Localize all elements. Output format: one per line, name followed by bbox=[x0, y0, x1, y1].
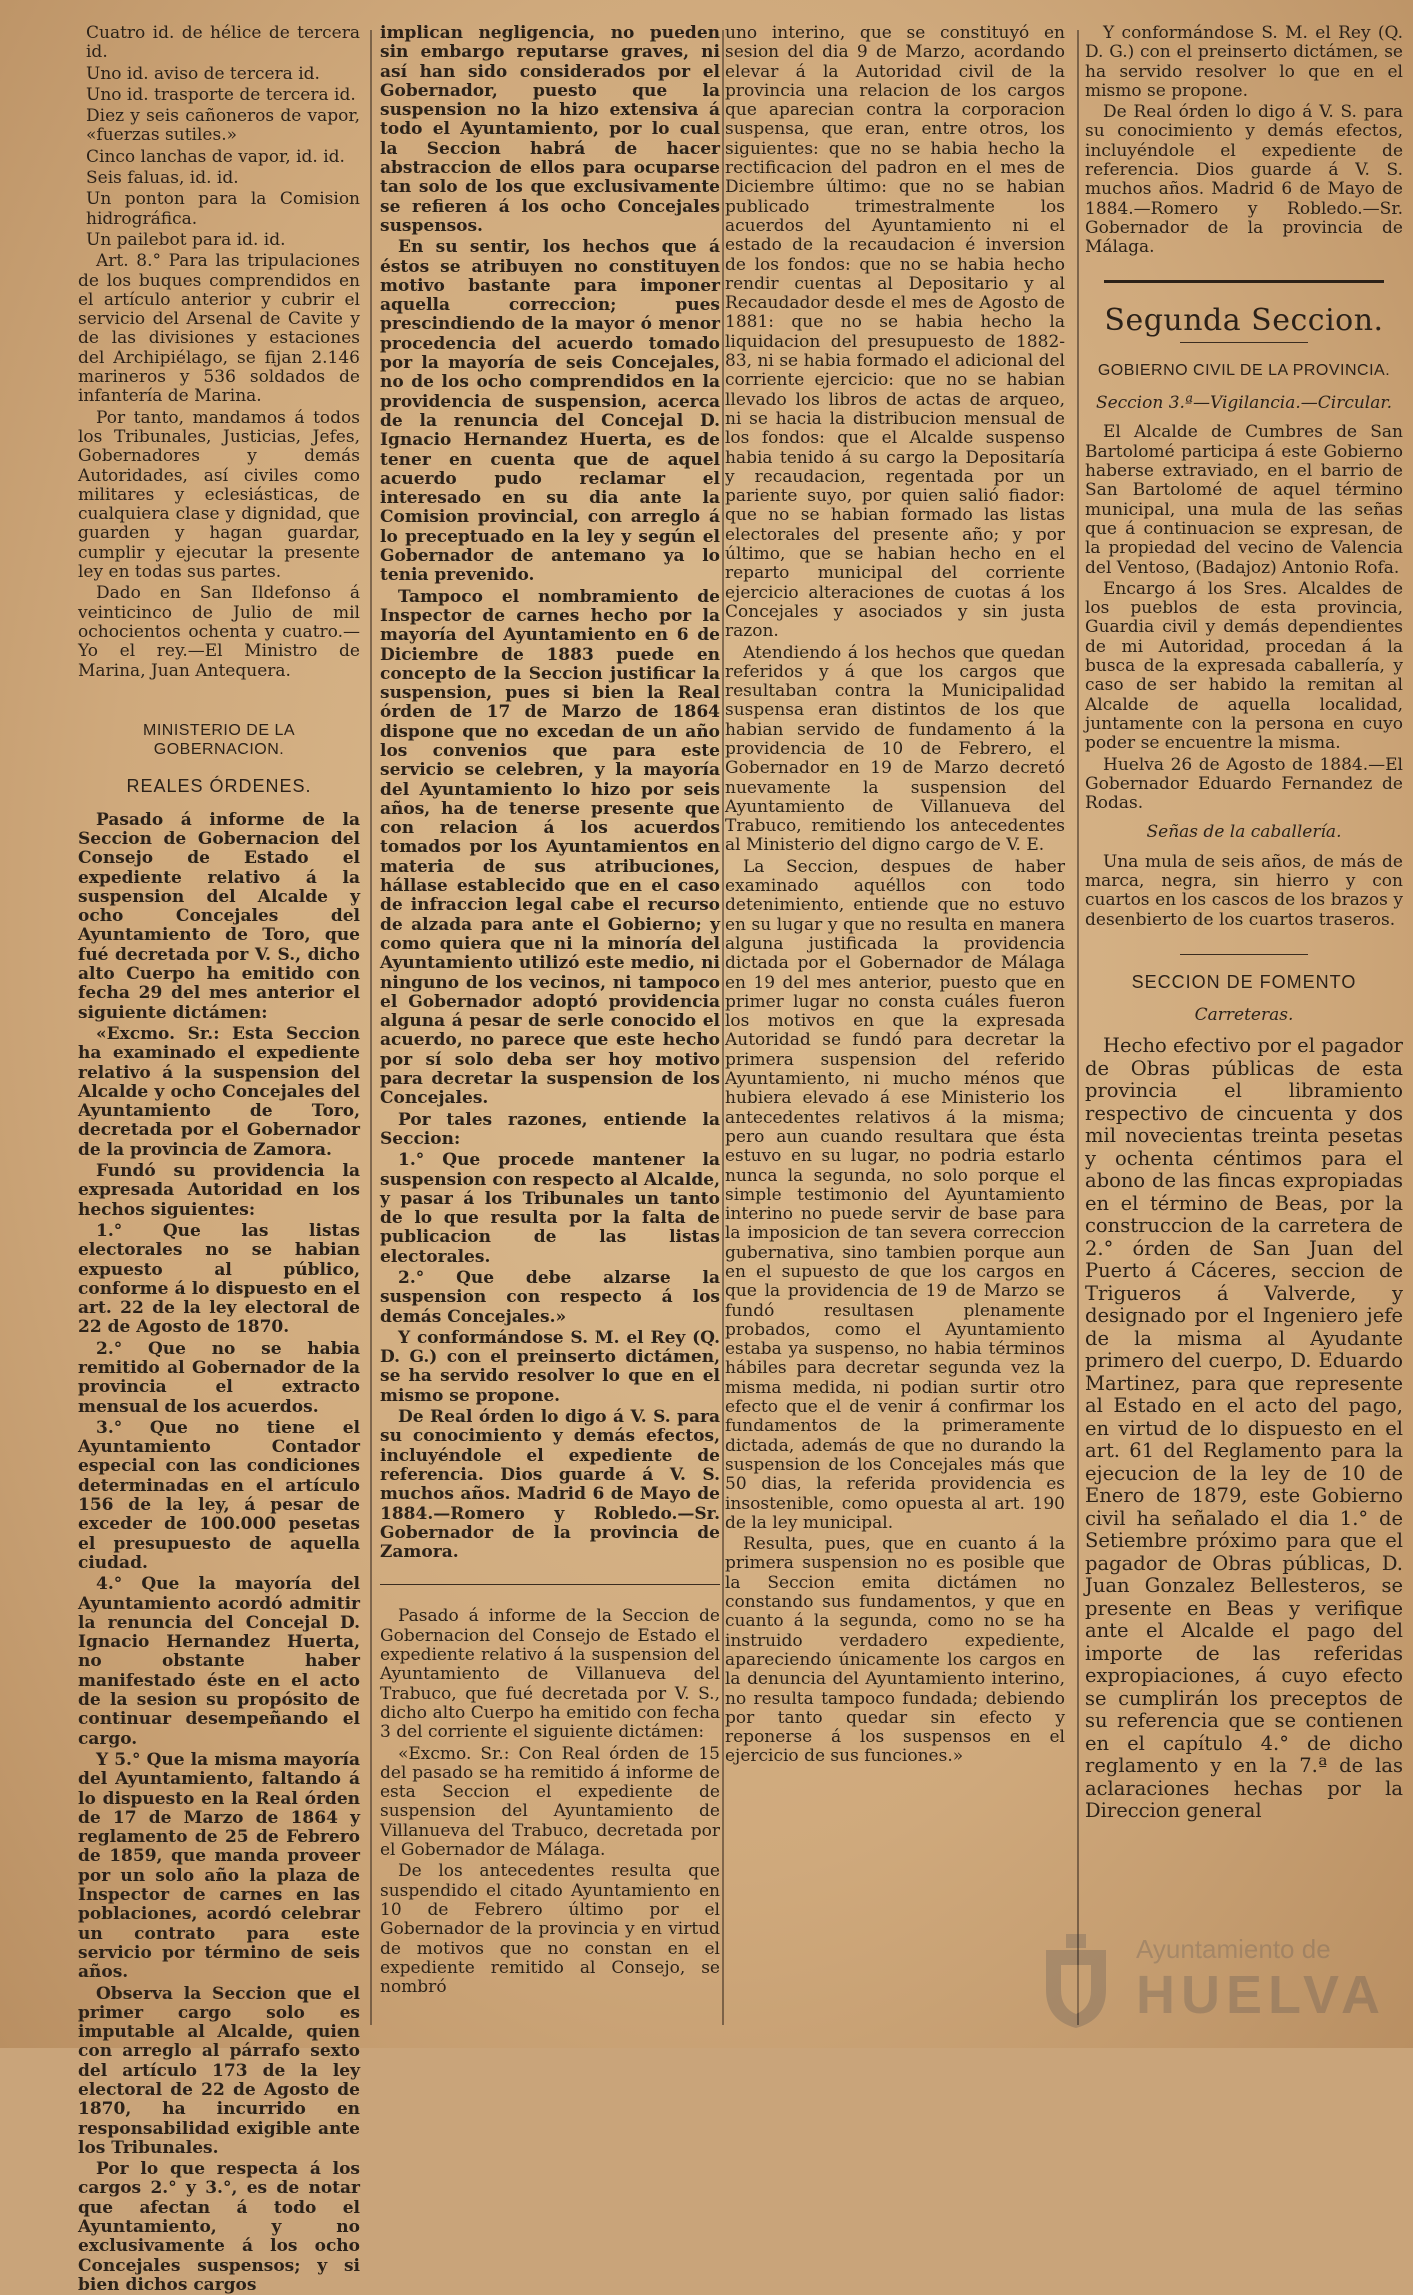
column-2 bbox=[380, 24, 720, 2024]
list-item: Seis faluas, id. id. bbox=[86, 168, 239, 189]
watermark-text bbox=[1136, 1934, 1386, 2025]
paragraph: Una mula de seis años, de más de marca, negra, sin hierro y con cuartos en los cascos de los brazos y desenbierto de los cuartos traseros. bbox=[1085, 851, 1403, 930]
column-4 bbox=[1085, 24, 1403, 2024]
paragraph: Y conformándose S. M. el Rey (Q. D. G.) con el preinserto dictámen, se ha servido resolver lo que en el mismo se propone. bbox=[380, 1327, 720, 1406]
watermark-line2: HUELVA bbox=[1136, 1965, 1386, 2025]
paragraph: 3.° Que no tiene el Ayuntamiento Contador especial con las condiciones determinadas en el artículo 156 de la ley, á pesar de exceder de 100.000 pesetas el presupuesto de aquella ciudad. bbox=[78, 1417, 360, 1573]
paragraph: Por lo que respecta á los cargos 2.° y 3.°, es de notar que afectan á todo el Ayuntamiento, y no exclusivamente á los ocho Concejales suspensos; y si bien dichos cargos bbox=[78, 2159, 360, 2295]
paragraph: Observa la Seccion que el primer cargo solo es imputable al Alcalde, quien con arreglo al párrafo sexto del artículo 173 de la ley electoral de 22 de Agosto de 1870, ha incurrido en responsabilidad exigible ante los Tribunales. bbox=[78, 1983, 360, 2158]
divider bbox=[1180, 342, 1307, 343]
paragraph: Por tanto, mandamos á todos los Tribunales, Justicias, Jefes, Gobernadores y demás Autoridades, así civiles como militares y eclesiásticas, de cualquiera clase y dignidad, que guarden y hagan guardar, cumplir y ejecutar la presente ley en todas sus partes. bbox=[78, 407, 360, 583]
section-heading: GOBIERNO CIVIL DE LA PROVINCIA. bbox=[1097, 361, 1391, 379]
paragraph: «Excmo. Sr.: Con Real órden de 15 del pasado se ha remitido á informe de esta Seccion el expediente de suspension del Ayuntamiento de Villanueva del Trabuco, decretada por el Gobernador de Málaga. bbox=[380, 1743, 720, 1861]
column-1 bbox=[78, 23, 360, 2295]
paragraph: Huelva 26 de Agosto de 1884.—El Gobernador Eduardo Fernandez de Rodas. bbox=[1085, 754, 1403, 814]
paragraph: Por tales razones, entiende la Seccion: bbox=[380, 1109, 720, 1149]
section-heading: MINISTERIO DE LA GOBERNACION. bbox=[142, 721, 296, 759]
paragraph: El Alcalde de Cumbres de San Bartolomé participa á este Gobierno haberse extraviado, en el barrio de San Bartolomé de aquel término municipal, una mula de las señas que á continuacion se expresan, de la propiedad del vecino de Valencia del Ventoso, (Badajoz) Antonio Rofa. bbox=[1085, 422, 1403, 578]
paragraph: De los antecedentes resulta que suspendido el citado Ayuntamiento en 10 de Febrero último por el Gobernador de la provincia y en virtud de motivos que no constan en el expediente remitido al Consejo, se nombró bbox=[380, 1861, 720, 1998]
section-heading: SECCION DE FOMENTO bbox=[1131, 971, 1357, 992]
column-rule bbox=[1077, 30, 1079, 2025]
paragraph: 1.° Que procede mantener la suspension con respecto al Alcalde, y pasar á los Tribunales un tanto de lo que resulta por la falta de publicacion de las listas electorales. bbox=[380, 1150, 720, 1267]
paragraph: Encargo á los Sres. Alcaldes de los pueblos de esta provincia, Guardia civil y demás dependientes de mi Autoridad, procedan á la busca de la expresada caballería, y caso de ser habido la remitan al Alcalde de aquella localidad, juntamente con la persona en cuyo poder se encuentre la misma. bbox=[1085, 578, 1403, 754]
list-item: Uno id. trasporte de tercera id. bbox=[86, 84, 356, 105]
paragraph: uno interino, que se constituyó en sesion del dia 9 de Marzo, acordando elevar á la Autoridad civil de la provincia una relacion de los cargos que aparecian contra la corporacion suspensa, que eran, entre otros, los siguientes: que no se habia hecho la rectificacion del padron en el mes de Diciembre último: que no se habian publicado trimestralmente los acuerdos del Ayuntamiento ni el estado de la recaudacion é inversion de los fondos: que no se habia hecho rendir cuentas al Depositario y al Recaudador desde el mes de Agosto de 1881: que no se habia hecho la liquidacion del presupuesto de 1882-83, ni se habia formado el adicional del corriente ejercicio: que no se habian llevado los libros de actas de arqueo, ni se hacia la distribucion mensual de los fondos: que el Alcalde suspenso habia tenido á su cargo la Depositaría y recaudacion, regentada por un pariente suyo, por quien salió fiador: que no se habian formado las listas electorales del presente año; y por último, que se habian hecho en el reparto municipal del corriente ejercicio alteraciones de cuotas á los Concejales y asociados y sin justa razon. bbox=[725, 23, 1065, 642]
paragraph: Hecho efectivo por el pagador de Obras públicas de esta provincia el libramiento respectivo de cincuenta y dos mil novecientas treinta pesetas y ochenta céntimos para el abono de las fincas expropiadas en el término de Beas, por la construccion de la carretera de 2.° órden de San Juan del Puerto á Cáceres, seccion de Trigueros á Valverde, y designado por el Ingeniero jefe de la misma al Ayudante primero del cuerpo, D. Eduardo Martinez, para que represente al Estado en el acto del pago, en virtud de lo dispuesto en el art. 61 del Reglamento para la ejecucion de la ley de 10 de Enero de 1879, este Gobierno civil ha señalado el dia 1.° de Setiembre próximo para que el pagador de Obras públicas, D. Juan Gonzalez Bellesteros, se presente en Beas y verifique ante el Alcalde el pago del importe de las referidas expropiaciones, á cuyo efecto se cumplirán los preceptos de su referencia que se contienen en el capítulo 4.° de dicho reglamento y en la 7.ª de las aclaraciones hechas por la Direccion general bbox=[1085, 1034, 1403, 1823]
list-item: Cuatro id. de hélice de tercera id. bbox=[86, 23, 360, 63]
fomento-block bbox=[1085, 1035, 1403, 1823]
section-title: Segunda Seccion. bbox=[1104, 302, 1384, 338]
paragraph: Tampoco el nombramiento de Inspector de carnes hecho por la mayoría del Ayuntamiento en 6 de Diciembre de 1883 puede en concepto de la Seccion justificar la suspension, pues si bien la Real órden de 17 de Marzo de 1864 dispone que no excedan de un año los convenios que para este servicio se celebren, y la mayoría del Ayuntamiento lo hizo por seis años, ha de tenerse presente que con relacion á los acuerdos tomados por los Ayuntamientos en materia de sus atribuciones, hállase establecido que en el caso de infraccion legal cabe el recurso de alzada para ante el Gobierno; y como quiera que ni la minoría del Ayuntamiento utilizó este medio, ni ninguno de los vecinos, ni tampoco el Gobernador adoptó providencia alguna á pesar de serle conocido el acuerdo, no parece que este hecho por sí solo deba ser hoy motivo para decretar la suspension de los Concejales. bbox=[380, 586, 720, 1109]
list-item: Uno id. aviso de tercera id. bbox=[86, 63, 320, 84]
divider bbox=[380, 1584, 720, 1585]
paragraph: Pasado á informe de la Seccion de Gobernacion del Consejo de Estado el expediente relativo á la suspension del Alcalde y ocho Concejales del Ayuntamiento de Toro, que fué decretada por V. S., dicho alto Cuerpo ha emitido con fecha 29 del mes anterior el siguiente dictámen: bbox=[78, 809, 360, 1023]
paragraph: 4.° Que la mayoría del Ayuntamiento acordó admitir la renuncia del Concejal D. Ignacio Hernandez Huerta, no obstante haber manifestado éste en el acto de la sesion su propósito de continuar desempeñando el cargo. bbox=[78, 1574, 360, 1749]
paragraph: 2.° Que debe alzarse la suspension con respecto á los demás Concejales.» bbox=[380, 1268, 720, 1327]
paragraph: De Real órden lo digo á V. S. para su conocimiento y demás efectos, incluyéndole el expediente de referencia. Dios guarde á V. S. muchos años. Madrid 6 de Mayo de 1884.—Romero y Robledo.—Sr. Gobernador de la provincia de Zamora. bbox=[380, 1407, 720, 1563]
paragraph: Dado en San Ildefonso á veinticinco de Julio de mil ochocientos ochenta y cuatro.—Yo el rey.—El Ministro de Marina, Juan Antequera. bbox=[78, 583, 360, 681]
paragraph: Atendiendo á los hechos que quedan referidos y á que los cargos que resultaban contra la Municipalidad suspensa eran distintos de los que habian servido de fundamento á la providencia de 10 de Febrero, el Gobernador en 19 de Marzo decretó nuevamente la suspension del Ayuntamiento de Villanueva del Trabuco, remitiendo los antecedentes al Ministerio del digno cargo de V. E. bbox=[725, 642, 1065, 856]
paragraph: «Excmo. Sr.: Esta Seccion ha examinado el expediente relativo á la suspension del Alcalde y ocho Concejales del Ayuntamiento de Toro, decretada por el Gobernador de la provincia de Zamora. bbox=[78, 1023, 360, 1160]
paragraph: implican negligencia, no pueden sin embargo reputarse graves, ni así han sido considerados por el Gobernador, puesto que la suspension no la hizo extensiva á todo el Ayuntamiento, por lo cual la Seccion habrá de hacer abstraccion de ellos para ocuparse tan solo de los que exclusivamente se refieren á los ocho Concejales suspensos. bbox=[380, 23, 720, 236]
paragraph: 2.° Que no se habia remitido al Gobernador de la provincia el extracto mensual de los acuerdos. bbox=[78, 1338, 360, 1417]
watermark-line1: Ayuntamiento de bbox=[1136, 1934, 1331, 1964]
subsection-heading: Carreteras. bbox=[1194, 1005, 1294, 1026]
section-subheading: REALES ÓRDENES. bbox=[126, 776, 312, 797]
paragraph: Y conformándose S. M. el Rey (Q. D. G.) con el preinserto dictámen, se ha servido resolver lo que en el mismo se propone. bbox=[1085, 23, 1403, 101]
list-item: Un ponton para la Comision hidrográfica. bbox=[86, 189, 360, 229]
paragraph: En su sentir, los hechos que á éstos se atribuyen no constituyen motivo bastante para imponer aquella correccion; pues prescindiendo de la mayor ó menor procedencia del acuerdo tomado por la mayoría de seis Concejales, no de los ocho comprendidos en la providencia de suspension, acerca de la renuncia del Concejal D. Ignacio Hernandez Huerta, es de tener en cuenta que de aquel acuerdo pudo reclamar el interesado en su dia ante la Comision provincial, con arreglo á lo preceptuado en la ley y según el Gobernador de antemano ya lo tenia prevenido. bbox=[380, 237, 720, 586]
column-rule bbox=[370, 30, 372, 2025]
column-rule bbox=[722, 30, 724, 2025]
paragraph: Pasado á informe de la Seccion de Gobernacion del Consejo de Estado el expediente relativo á la suspension del Ayuntamiento de Villanueva del Trabuco, que fué decretada por V. S., dicho alto Cuerpo ha emitido con fecha 3 del corriente el siguiente dictámen: bbox=[380, 1606, 720, 1743]
paragraph: De Real órden lo digo á V. S. para su conocimiento y demás efectos, incluyéndole el expediente de referencia. Dios guarde á V. S. muchos años. Madrid 6 de Mayo de 1884.—Romero y Robledo.—Sr. Gobernador de la provincia de Málaga. bbox=[1085, 102, 1403, 258]
paragraph: Fundó su providencia la expresada Autoridad en los hechos siguientes: bbox=[78, 1161, 360, 1220]
column-3 bbox=[725, 24, 1065, 2024]
subsection-heading: Señas de la caballería. bbox=[1146, 822, 1342, 843]
paragraph: Y 5.° Que la misma mayoría del Ayuntamiento, faltando á lo dispuesto en la Real órden de 17 de Marzo de 1864 y reglamento de 25 de Febrero de 1859, que manda proveer por un solo año la plaza de Inspector de carnes en las poblaciones, acordó celebrar un contrato para este servicio por término de seis años. bbox=[78, 1749, 360, 1983]
paragraph: 1.° Que las listas electorales no se habian expuesto al público, conforme á lo dispuesto en el art. 22 de la ley electoral de 22 de Agosto de 1870. bbox=[78, 1220, 360, 1338]
list-item: Diez y seis cañoneros de vapor, «fuerzas sutiles.» bbox=[86, 106, 360, 146]
paragraph: La Seccion, despues de haber examinado aquéllos con todo detenimiento, entiende que no estuvo en su lugar y que no resulta en manera alguna justificada la providencia dictada por el Gobernador de Málaga en 19 del mes anterior, puesto que en primer lugar no consta cuáles fueron los motivos en que la expresada Autoridad se fundó para decretar la primera suspension del referido Ayuntamiento, ni mucho ménos que hubiera elevado á ese Ministerio los antecedentes relativos á la misma; pero aun cuando resultara que ésta estuvo en su lugar, no podria estarlo nunca la segunda, no solo porque el simple testimonio del Ayuntamiento interino no puede servir de base para la imposicion de tan severa correccion gubernativa, sino tambien porque aun en el supuesto de que los cargos en que la providencia de 19 de Marzo se fundó resultasen plenamente probados, como el Ayuntamiento estaba ya suspenso, no habia términos hábiles para decretar segunda vez la misma medida, ni podian surtir otro efecto que el de venir á confirmar los fundamentos de la primeramente dictada, además de que no durando la suspension de los Concejales más que 50 dias, la referida providencia es insostenible, como opuesta al art. 190 de la ley municipal. bbox=[725, 856, 1065, 1533]
divider bbox=[1180, 954, 1307, 955]
crest-icon bbox=[1036, 1930, 1116, 2030]
divider bbox=[1104, 280, 1384, 283]
list-item: Un pailebot para id. id. bbox=[86, 229, 286, 250]
paragraph: Art. 8.° Para las tripulaciones de los buques comprendidos en el artículo anterior y cubrir el servicio del Arsenal de Cavite y de las divisiones y estaciones del Archipiélago, se fijan 2.146 marineros y 536 soldados de infantería de Marina. bbox=[78, 251, 360, 407]
watermark-logo bbox=[1036, 1930, 1386, 2040]
list-item: Cinco lanchas de vapor, id. id. bbox=[86, 146, 345, 167]
paragraph: Resulta, pues, que en cuanto á la primera suspension no es posible que la Seccion emita dictámen no constando sus fundamentos, y que en cuanto á la segunda, como no se ha instruido verdadero expediente, apareciendo únicamente los cargos en la denuncia del Ayuntamiento interino, no resulta tampoco fundada; debiendo por tanto quedar sin efecto y reponerse á los suspensos en el ejercicio de sus funciones.» bbox=[725, 1534, 1065, 1767]
subsection-heading: Seccion 3.ª—Vigilancia.—Circular. bbox=[1095, 393, 1393, 414]
